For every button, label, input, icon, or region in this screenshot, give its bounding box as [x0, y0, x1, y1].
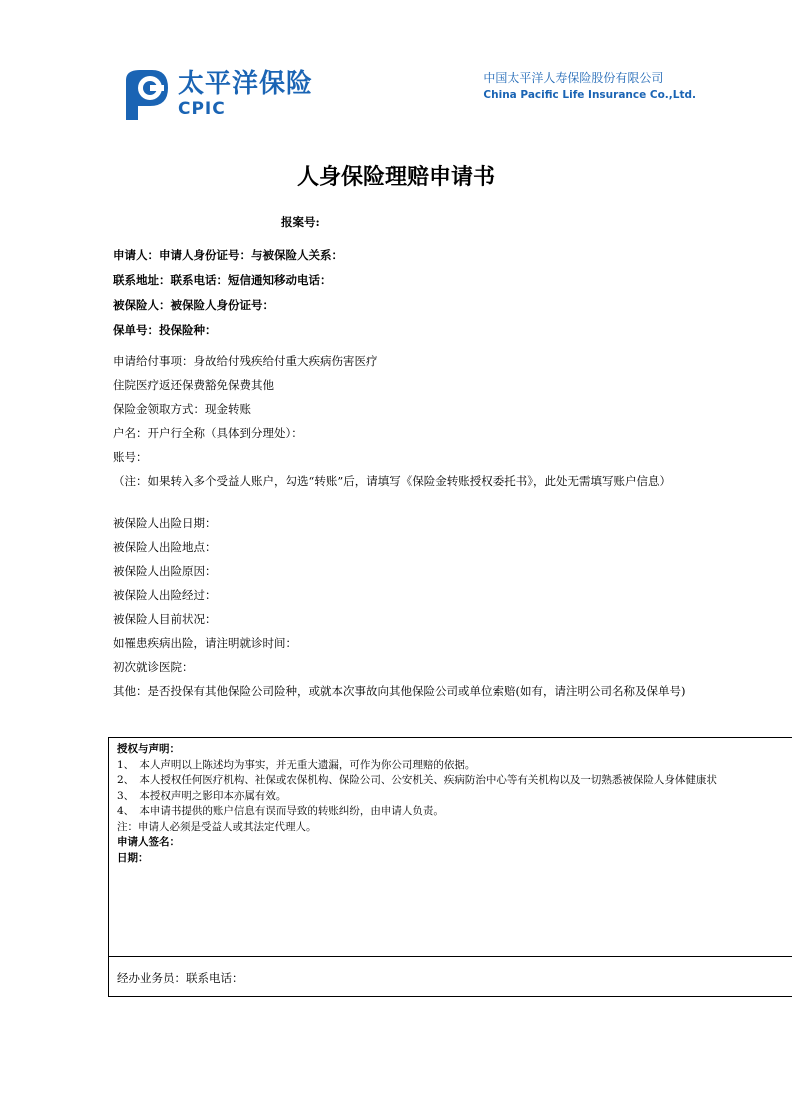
declaration-heading: 授权与声明： — [117, 743, 180, 755]
incident-cause-line: 被保险人出险原因： — [113, 564, 217, 578]
first-hospital-line: 初次就诊医院： — [113, 660, 194, 674]
account-number-line: 账号： — [113, 450, 148, 464]
treatment-time-line: 如罹患疾病出险，请注明就诊时间： — [113, 636, 297, 650]
applicant-line: 申请人：申请人身份证号：与被保险人关系： — [113, 248, 343, 262]
applicant-info-section — [113, 246, 343, 346]
payment-method-line: 保险金领取方式：现金转账 — [113, 402, 251, 416]
declaration-item-3: 3、 本授权声明之影印本亦属有效。 — [117, 789, 287, 802]
declaration-item-2: 2、 本人授权任何医疗机构、社保或农保机构、保险公司、公安机关、疾病防治中心等有关机构以及一切熟悉被保险人身体健康状 — [117, 774, 717, 786]
form-title: 人身保险理赔申请书 — [296, 165, 495, 190]
logo-english-name: CPIC — [178, 99, 226, 119]
contact-line: 联系地址：联系电话：短信通知移动电话： — [113, 273, 332, 287]
declaration-note: 注：申请人必须是受益人或其法定代理人。 — [117, 820, 317, 833]
insured-line: 被保险人：被保险人身份证号： — [113, 298, 274, 312]
cpic-logo-icon — [118, 66, 170, 122]
policy-line: 保单号：投保险种： — [113, 323, 217, 337]
other-insurance-line: 其他：是否投保有其他保险公司险种，或就本次事故向其他保险公司或单位索赔(如有，请注明公司名称及保单号) — [113, 684, 686, 698]
company-name-english: China Pacific Life Insurance Co.,Ltd. — [483, 89, 696, 101]
incident-location-line: 被保险人出险地点： — [113, 540, 217, 554]
account-name-line: 户名：开户行全称（具体到分理处）： — [113, 426, 303, 440]
cpic-logo — [118, 66, 313, 122]
declaration-item-1: 1、 本人声明以上陈述均为事实，并无重大遗漏，可作为你公司理赔的依据。 — [117, 758, 476, 771]
date-label: 日期： — [117, 851, 149, 864]
signature-label: 申请人签名： — [117, 836, 180, 848]
logo-chinese-name: 太平洋保险 — [178, 69, 314, 99]
incident-date-line: 被保险人出险日期： — [113, 516, 217, 530]
declaration-box — [108, 737, 792, 997]
company-name-chinese: 中国太平洋人寿保险股份有限公司 — [483, 71, 664, 85]
box-divider — [109, 956, 792, 957]
current-status-line: 被保险人目前状况： — [113, 612, 217, 626]
company-name-block — [483, 70, 696, 103]
report-number-label: 报案号: — [281, 215, 320, 229]
claim-items-line: 申请给付事项：身故给付残疾给付重大疾病伤害医疗 — [113, 354, 378, 368]
transfer-note-line: （注：如果转入多个受益人账户，勾选“转账”后，请填写《保险金转账授权委托书》，此处无需填写账户信息） — [113, 474, 672, 488]
claim-items-line-2: 住院医疗返还保费豁免保费其他 — [113, 378, 274, 392]
declaration-item-4: 4、 本申请书提供的账户信息有误而导致的转账纠纷，由申请人负责。 — [117, 805, 444, 817]
claim-details-section — [113, 352, 703, 724]
agent-contact-line: 经办业务员：联系电话： — [117, 971, 244, 985]
incident-process-line: 被保险人出险经过： — [113, 588, 217, 602]
